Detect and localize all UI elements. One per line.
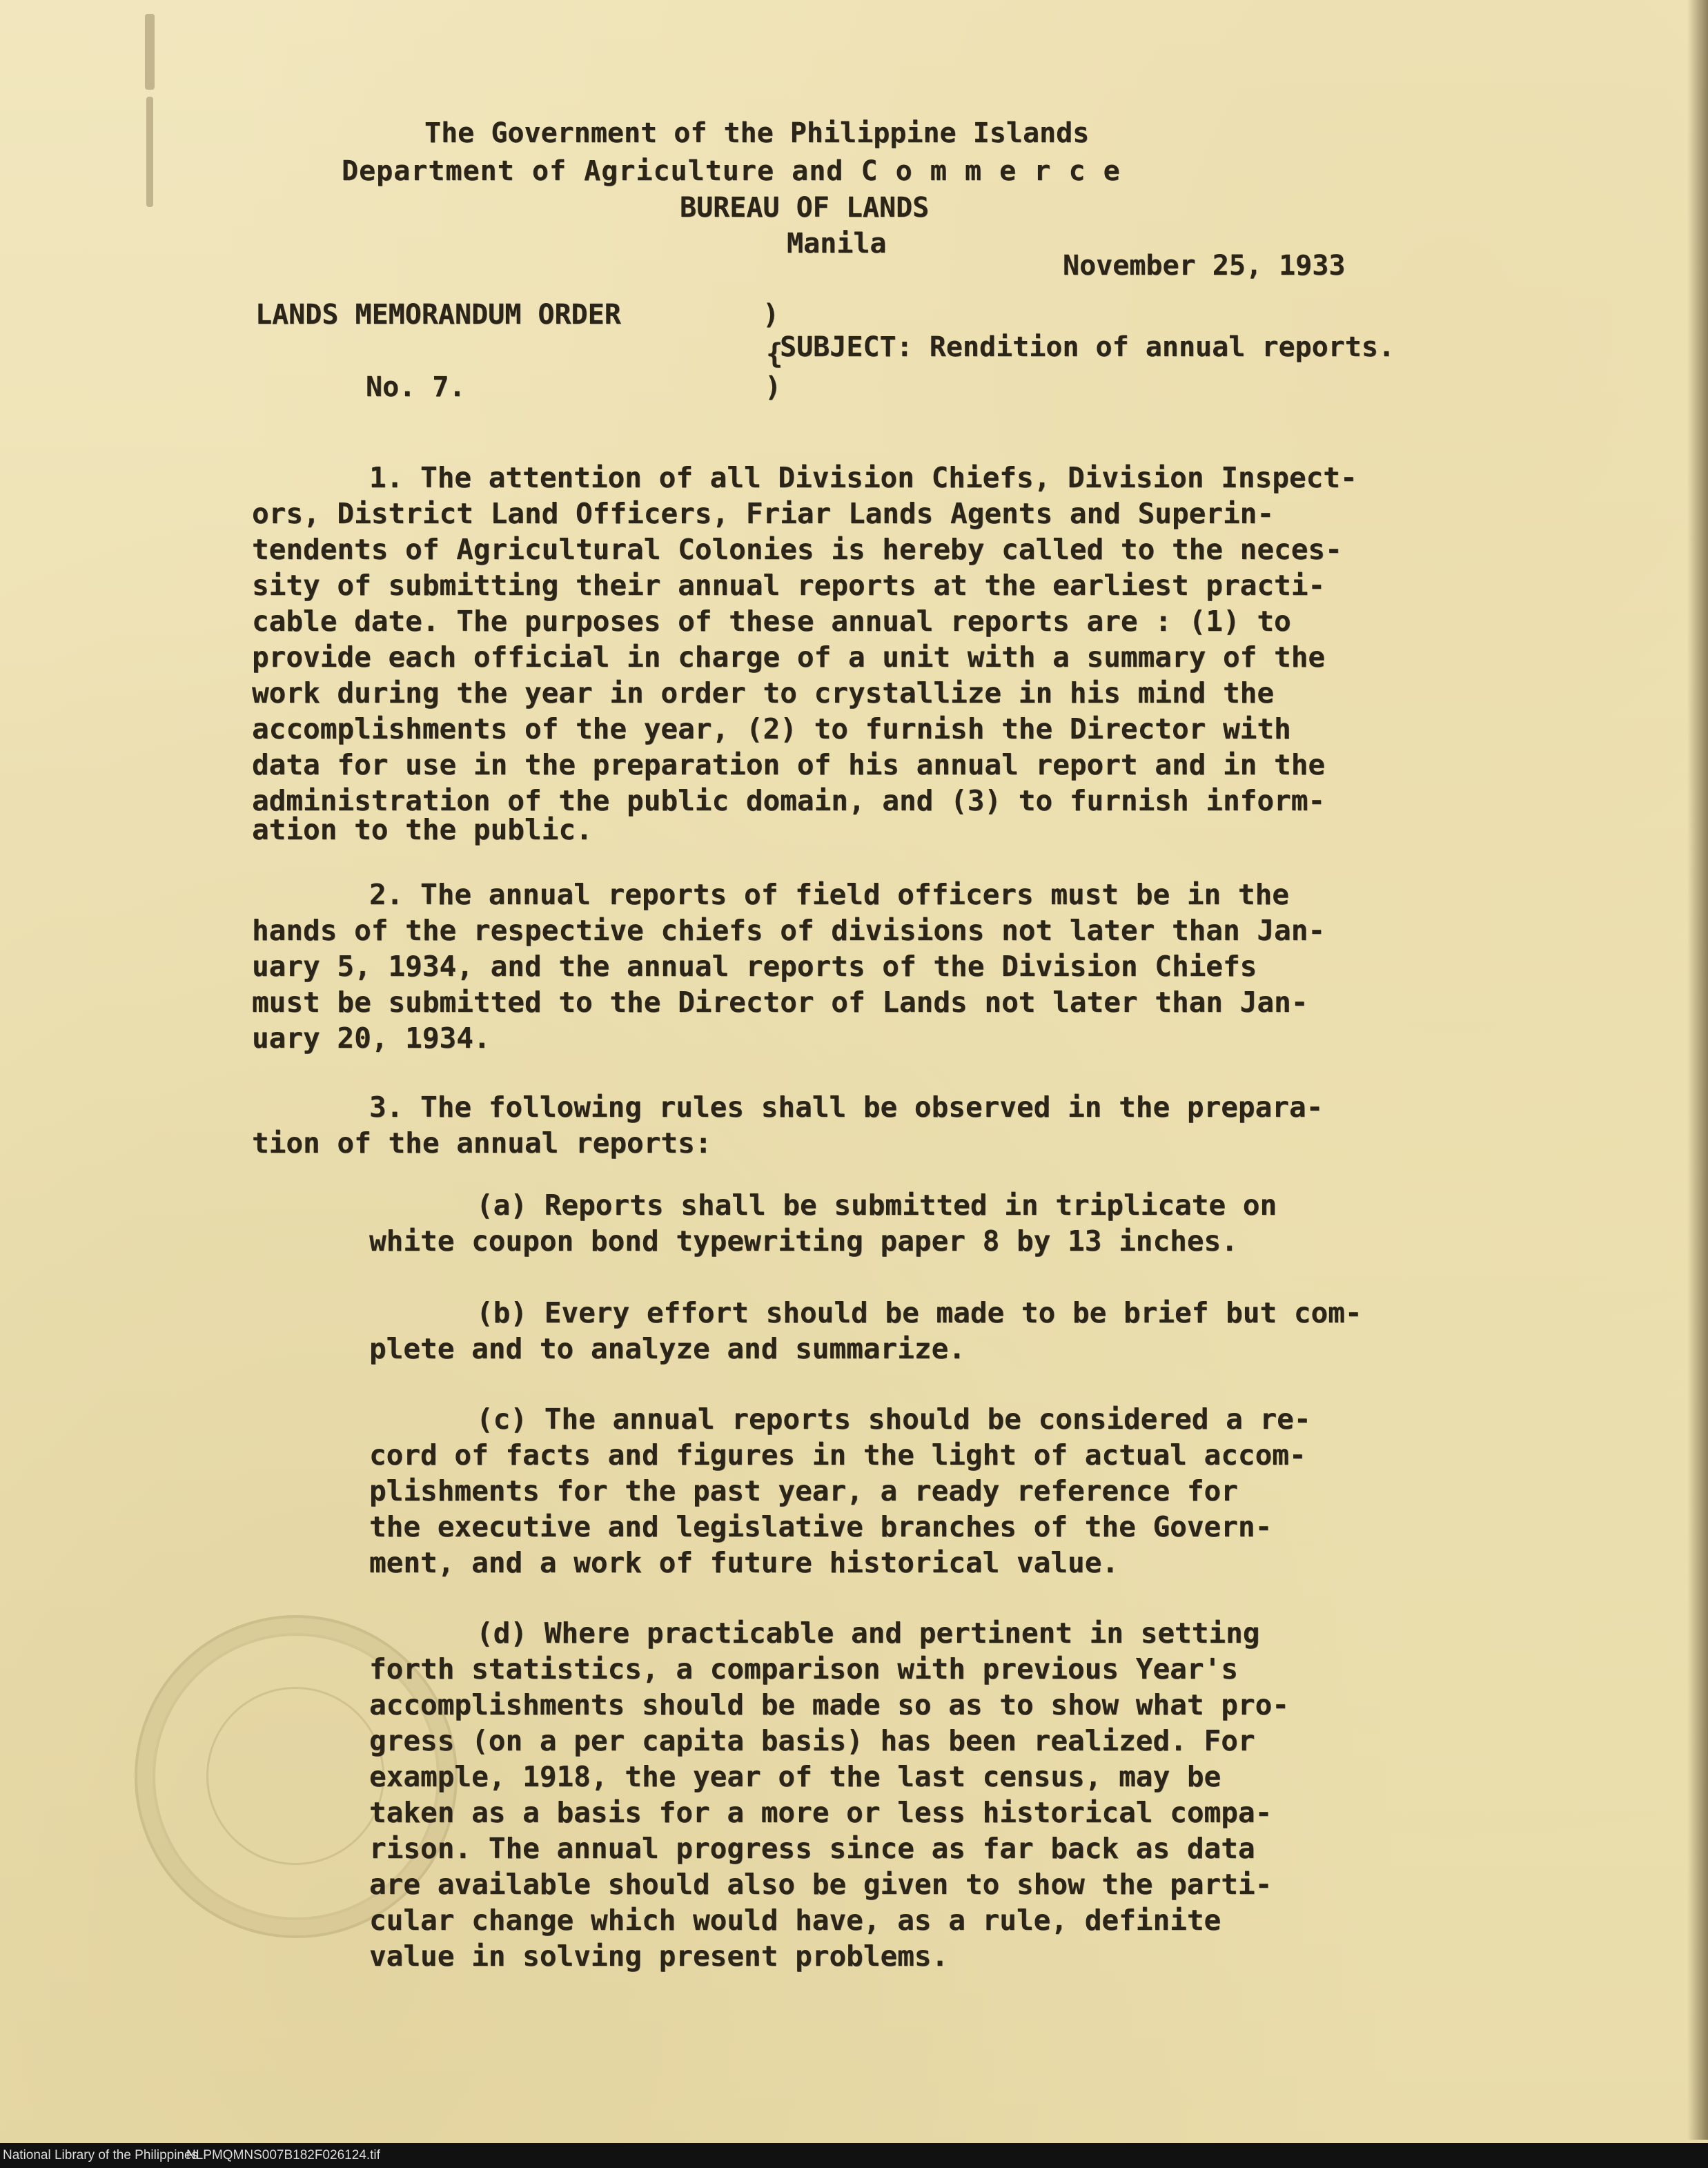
p1-line: administration of the public domain, and (3) to furnish inform- <box>252 784 1326 817</box>
brace-middle: { <box>766 338 783 370</box>
memo-order-number: No. 7. <box>366 371 466 403</box>
p1-line: sity of submitting their annual reports at the earliest practi- <box>252 569 1326 602</box>
p1-line: data for use in the preparation of his annual report and in the <box>252 748 1326 781</box>
memo-subject: SUBJECT: Rendition of annual reports. <box>780 331 1395 363</box>
p2-line: hands of the respective chiefs of divisions not later than Jan- <box>252 914 1326 947</box>
p1-line: work during the year in order to crystallize in his mind the <box>252 676 1275 710</box>
header-government: The Government of the Philippine Islands <box>424 117 1090 149</box>
seal-inner-ring <box>206 1687 384 1865</box>
rule-d-line: accomplishments should be made so as to show what pro- <box>369 1688 1289 1721</box>
rule-b-line: plete and to analyze and summarize. <box>369 1332 965 1365</box>
rule-d-line: cular change which would have, as a rule, definite <box>369 1904 1221 1937</box>
brace-bottom: ) <box>765 371 782 403</box>
header-bureau: BUREAU OF LANDS <box>680 192 930 224</box>
scan-footer-filename: NLPMQMNS007B182F026124.tif <box>186 2148 380 2162</box>
p2-line: uary 5, 1934, and the annual reports of the Division Chiefs <box>252 950 1257 983</box>
punch-hole-middle <box>146 97 153 207</box>
rule-c-line: (c) The annual reports should be considered a re- <box>476 1403 1311 1436</box>
rule-a-line: white coupon bond typewriting paper 8 by 13 inches. <box>369 1224 1238 1258</box>
paper-edge-shadow <box>1687 0 1708 2140</box>
rule-c-line: ment, and a work of future historical value. <box>369 1546 1119 1579</box>
p2-line: 2. The annual reports of field officers must be in the <box>369 878 1289 911</box>
memo-order-title: LANDS MEMORANDUM ORDER <box>255 299 621 331</box>
p2-line: uary 20, 1934. <box>252 1022 491 1055</box>
punch-hole-top <box>145 14 155 90</box>
p1-line: tendents of Agricultural Colonies is hereby called to the neces- <box>252 533 1342 566</box>
rule-c-line: the executive and legislative branches of the Govern- <box>369 1510 1273 1543</box>
p1-line: provide each official in charge of a unit with a summary of the <box>252 641 1326 674</box>
p1-line: cable date. The purposes of these annual reports are : (1) to <box>252 605 1291 638</box>
rule-d-line: taken as a basis for a more or less historical compa- <box>369 1796 1273 1829</box>
header-city: Manila <box>787 228 887 260</box>
memo-date: November 25, 1933 <box>1063 250 1346 282</box>
p1-line: 1. The attention of all Division Chiefs, Division Inspect- <box>369 461 1357 494</box>
p2-line: must be submitted to the Director of Lands not later than Jan- <box>252 986 1308 1019</box>
rule-c-line: plishments for the past year, a ready reference for <box>369 1474 1238 1507</box>
rule-d-line: are available should also be given to show the parti- <box>369 1868 1273 1901</box>
p1-line: ors, District Land Officers, Friar Lands Agents and Superin- <box>252 497 1275 530</box>
scan-footer-library: National Library of the Philippines <box>3 2148 199 2162</box>
rule-b-line: (b) Every effort should be made to be brief but com- <box>476 1296 1362 1329</box>
rule-d-line: example, 1918, the year of the last census, may be <box>369 1760 1221 1793</box>
rule-c-line: cord of facts and figures in the light of actual accom- <box>369 1438 1306 1472</box>
rule-d-line: gress (on a per capita basis) has been realized. For <box>369 1724 1255 1757</box>
rule-d-line: rison. The annual progress since as far back as data <box>369 1832 1255 1865</box>
rule-d-line: (d) Where practicable and pertinent in setting <box>476 1617 1260 1650</box>
brace-top: ) <box>763 299 780 331</box>
header-department: Department of Agriculture and C o m m e r c e <box>342 155 1121 187</box>
p3-line: tion of the annual reports: <box>252 1126 712 1160</box>
p1-line: ation to the public. <box>252 813 593 846</box>
rule-d-line: value in solving present problems. <box>369 1940 949 1973</box>
rule-d-line: forth statistics, a comparison with previous Year's <box>369 1652 1238 1686</box>
rule-a-line: (a) Reports shall be submitted in triplicate on <box>476 1189 1277 1222</box>
p3-line: 3. The following rules shall be observed in the prepara- <box>369 1091 1324 1124</box>
p1-line: accomplishments of the year, (2) to furnish the Director with <box>252 712 1291 745</box>
